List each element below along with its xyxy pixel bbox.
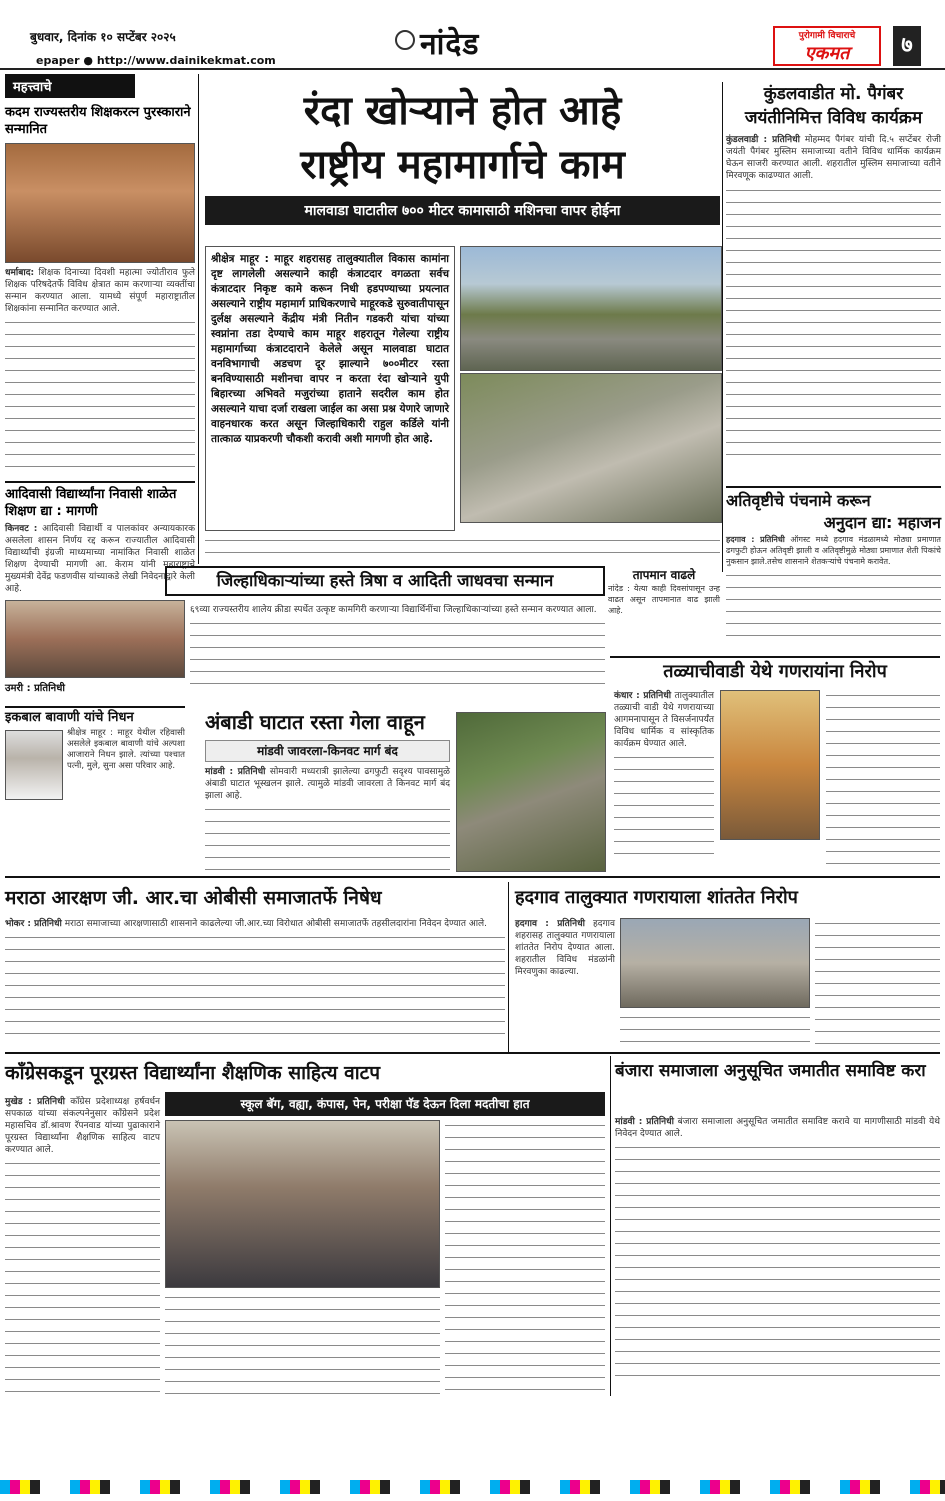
ativrushti-dateline: हदगाव : प्रतिनिधी bbox=[726, 535, 785, 544]
talyachiwadi-dateline: कंधार : प्रतिनिधी bbox=[614, 691, 672, 701]
congress-dateline: मुखेड : प्रतिनिधी bbox=[5, 1097, 65, 1107]
ambadi-body bbox=[205, 766, 450, 876]
text-lines bbox=[615, 1142, 940, 1382]
right-top-dateline: कुंडलवाडी : प्रतिनिधी bbox=[726, 135, 800, 145]
talyachiwadi-lines bbox=[826, 690, 940, 870]
epaper-label: epaper bbox=[36, 54, 80, 67]
hadgaon-lines-2 bbox=[620, 1012, 810, 1048]
congress-headline-box bbox=[5, 1056, 605, 1090]
hadgaon-headline: हदगाव तालुक्यात गणरायाला शांततेत निरोप bbox=[515, 887, 798, 908]
right-top-body bbox=[726, 134, 941, 474]
district-headline: जिल्हाधिकाऱ्यांच्या हस्ते त्रिषा व आदिती जाधवचा सन्मान bbox=[216, 571, 554, 590]
lead-headline-line2: राष्ट्रीय महामार्गाचे काम bbox=[300, 142, 625, 188]
talyachiwadi-headline-box bbox=[610, 656, 940, 686]
print-registration-bar bbox=[0, 1480, 945, 1494]
congress-subhead: स्कूल बॅग, वह्या, कंपास, पेन, परीक्षा पॅड देऊन दिला मदतीचा हात bbox=[240, 1097, 530, 1111]
maratha-headline-box bbox=[5, 882, 505, 914]
ativrushti-story bbox=[726, 486, 941, 566]
congress-headline: काँग्रेसकडून पूरग्रस्त विद्यार्थ्यांना शैक्षणिक साहित्य वाटप bbox=[5, 1062, 381, 1084]
ativrushti-title1: अतिवृष्टीचे पंचनामे करून bbox=[726, 491, 871, 510]
banjara-body bbox=[615, 1116, 940, 1396]
text-lines bbox=[5, 1158, 160, 1398]
taapman-title: तापमान वाढले bbox=[632, 568, 696, 582]
globe-icon: ● bbox=[83, 54, 93, 67]
ativrushti-text: ऑगस्ट मध्ये हदगाव मंडळामध्ये मोठ्या प्रमाणात ढगफुटी होऊन अतिवृष्टी झाली व अतिवृष्टीमुळे मोठ्या प्रमाणात शेती पिकांचे नुकसान झाले.तसेच शासनाने शेतकऱ्यांचे पंचनामे करावेत. bbox=[726, 535, 941, 566]
talyachiwadi-photo bbox=[720, 690, 820, 840]
right-top-text: मोहम्मद पैगंबर यांची दि.५ सप्टेंबर रोजी जयंती पैगंबर मुस्लिम समाजाच्या वतीने विविध धार्मिक कार्यक्रम घेऊन साजरी करण्यात आली. शहरातील मुस्लिम समाजाच्या वतीने मिरवणूक काढण्यात आली. bbox=[726, 135, 941, 181]
talyachiwadi-body bbox=[614, 690, 714, 870]
obituary-photo bbox=[5, 730, 63, 800]
congress-body bbox=[5, 1096, 160, 1396]
text-lines bbox=[205, 804, 450, 874]
ambadi-headline-box bbox=[205, 708, 450, 736]
obituary-title: इकबाल बावाणी यांचे निधन bbox=[5, 710, 134, 725]
section-rule bbox=[5, 1052, 940, 1054]
lead-photo-2 bbox=[460, 373, 722, 523]
item2-title: आदिवासी विद्यार्थ्यांना निवासी शाळेत शिक्षण द्या : मागणी bbox=[5, 481, 195, 520]
banjara-headline-box bbox=[615, 1058, 940, 1114]
congress-lines bbox=[445, 1120, 605, 1395]
congress-lines-2 bbox=[165, 1292, 440, 1395]
hadgaon-photo bbox=[620, 918, 810, 1008]
column-rule bbox=[610, 1056, 611, 1396]
ambadi-subhead: मांडवी जावरला-किनवट मार्ग बंद bbox=[257, 744, 398, 758]
taapman-story bbox=[608, 566, 720, 656]
lead-subhead: मालवाडा घाटातील ७०० मीटर कामासाठी मशिनचा वापर होईना bbox=[205, 196, 720, 225]
hadgaon-lines bbox=[815, 918, 940, 1048]
hadgaon-headline-box bbox=[515, 882, 940, 914]
epaper-link[interactable] bbox=[36, 54, 276, 67]
congress-subhead-box bbox=[165, 1092, 605, 1116]
hadgaon-body bbox=[515, 918, 615, 1048]
text-lines bbox=[205, 535, 720, 560]
ambadi-dateline: मांडवी : प्रतिनिधी bbox=[205, 767, 266, 777]
taapman-body: नांदेड : येत्या काही दिवसांपासून उन्ह वाढत असून तापमानात वाढ झाली आहे. bbox=[608, 584, 720, 615]
text-lines bbox=[614, 752, 714, 862]
banjara-dateline: मांडवी : प्रतिनिधी bbox=[615, 1117, 675, 1127]
ambadi-text: सोमवारी मध्यरात्री झालेल्या ढगफुटी सदृश्य पावसामुळे अंबाडी घाटात भूस्खलन झाले. त्यामुळे मांडवी जावरला ते किनवट मार्ग बंद झाला आहे. bbox=[205, 767, 450, 801]
section-title: नांदेड bbox=[420, 27, 480, 62]
district-caption: उमरी : प्रतिनिधी bbox=[5, 683, 65, 694]
site-url: http://www.dainikekmat.com bbox=[96, 54, 276, 67]
ativrushti-title2: अनुदान द्या: महाजन bbox=[823, 513, 941, 532]
text-lines bbox=[726, 185, 941, 455]
item1-dateline: धर्माबाद: bbox=[5, 268, 35, 278]
ambadi-photo bbox=[456, 712, 606, 872]
lead-body-columns bbox=[205, 535, 720, 560]
award-photo bbox=[5, 143, 195, 263]
ambadi-headline: अंबाडी घाटात रस्ता गेला वाहून bbox=[205, 710, 425, 734]
hadgaon-dateline: हदगाव : प्रतिनिधी bbox=[515, 919, 585, 929]
lead-headline-line1: रंदा खोऱ्याने होत आहे bbox=[303, 88, 622, 134]
item1-body bbox=[5, 267, 195, 477]
district-headline-box bbox=[165, 566, 605, 596]
item2-text: आदिवासी विद्यार्थी व पालकांवर अन्यायकारक असलेला शासन निर्णय रद्द करून राज्यातील आदिवासी विद्यार्थ्यांची इंग्रजी माध्यमाच्या नामांकित निवासी शाळेत शिक्षण देण्याची मागणी आ. केराम यांनी महाराष्ट्राचे मुख्यमंत्री देवेंद्र फडणवीस यांच्याकडे लेखी निवेदनाद्वारे केली आहे. bbox=[5, 524, 195, 594]
brand-name: एकमत bbox=[804, 43, 850, 64]
item1-text: शिक्षक दिनाच्या दिवशी महात्मा ज्योतीराव फुले शिक्षक परिषदेतर्फे विविध क्षेत्रात काम करणाऱ्या व्यक्तींचा सन्मान करण्यात आला. यामध्ये संपूर्ण महाराष्ट्रातील शिक्षकांना सन्मानित करण्यात आले. bbox=[5, 268, 195, 314]
masthead bbox=[0, 0, 945, 70]
text-lines bbox=[5, 932, 505, 1037]
section-rule bbox=[5, 876, 940, 878]
brand-tagline: पुरोगामी विचाराचे bbox=[798, 31, 856, 41]
lead-story bbox=[205, 84, 720, 225]
obituary bbox=[5, 706, 185, 856]
ambadi-subhead-box bbox=[205, 740, 450, 762]
banjara-headline: बंजारा समाजाला अनुसूचित जमातीत समाविष्ट करा bbox=[615, 1061, 926, 1081]
hadgaon-text: हदगाव शहरासह तालुक्यात गणरायाला शांततेत निरोप देण्यात आला. शहरातील विविध मंडळांनी मिरवणुका काढल्या. bbox=[515, 919, 615, 977]
text-lines bbox=[190, 618, 605, 693]
maratha-text: मराठा समाजाच्या आरक्षणासाठी शासनाने काढलेल्या जी.आर.च्या विरोधात ओबीसी समाजातर्फे तहसीलदारांना निवेदन देण्यात आले. bbox=[64, 919, 487, 929]
emblem-icon bbox=[395, 30, 415, 50]
item1-title: कदम राज्यस्तरीय शिक्षकरत्न पुरस्काराने सन्मानित bbox=[5, 105, 191, 137]
issue-date: बुधवार, दिनांक १० सप्टेंबर २०२५ bbox=[30, 30, 176, 44]
congress-photo bbox=[165, 1120, 440, 1288]
district-text: ६९व्या राज्यस्तरीय शालेय क्रीडा स्पर्धेत उत्कृष्ट कामगिरी करणाऱ्या विद्यार्थिनींचा जिल्हाधिकाऱ्यांच्या हस्ते सन्मान करण्यात आला. bbox=[190, 605, 597, 615]
obituary-body: श्रीक्षेत्र माहूर : माहूर येथील रहिवासी असलेले इकबाल बावाणी यांचे अल्पशा आजाराने निधन झाले. त्यांच्या पश्चात पत्नी, मुले, सुना असा परिवार आहे. bbox=[67, 728, 185, 771]
right-top-story bbox=[726, 82, 941, 482]
ativrushti-lines bbox=[726, 570, 941, 640]
page-number: ७ bbox=[893, 26, 921, 66]
maratha-body bbox=[5, 918, 505, 1048]
item2-dateline: किनवट : bbox=[5, 524, 38, 534]
lead-photo-1 bbox=[460, 246, 722, 371]
column-rule bbox=[722, 82, 723, 572]
right-top-title2: जयंतीनिमित्त विविध कार्यक्रम bbox=[744, 108, 923, 128]
ativrushti-body bbox=[726, 534, 941, 566]
district-body bbox=[190, 604, 605, 699]
text-lines bbox=[5, 317, 195, 467]
district-photo bbox=[5, 600, 185, 678]
kicker-label: महत्त्वाचे bbox=[5, 74, 135, 98]
lead-intro: श्रीक्षेत्र माहूर : माहूर शहरासह तालुक्यातील विकास कामांना दृष्ट लागलेली असल्याने काही कंत्राटदार वगळता सर्वच कंत्राटदार निकृष्ट कामे करून निधी हडपण्याच्या प्रयत्नात असल्याने राष्ट्रीय महामार्ग प्राधिकरणाचे माहूरकडे सुरुवातीपासून दुर्लक्ष असल्याने केंद्रीय मंत्री नितीन गडकरी यांचा यांच्या स्वप्नांना तडा देण्याचे काम माहूर शहरातून गेलेल्या राष्ट्रीय महामार्गाच्या कंत्राटदाराने केलेले असून मालवाडा घाटात वनविभागाची अडचण दूर झाल्याने ७००मीटर रस्ता बनविण्यासाठी मशीनचा वापर न करता रंदा खोऱ्याने युपी बिहारच्या अभिवते मजुरांच्या हाताने सदरील काम होत असल्याने याचा दर्जा राखला जाईल का असा प्रश्न येणारे जाणारे वाहनधारक करत असून जिल्हाधिकारी राहुल कर्डिले यांनी तात्काळ याप्रकरणी चौकशी करावी अशी मागणी होत आहे. bbox=[205, 246, 455, 531]
banjara-text: बंजारा समाजाला अनुसूचित जमातीत समाविष्ट करावे या मागणीसाठी मांडवी येथे निवेदन देण्यात आले. bbox=[615, 1117, 940, 1139]
congress-text: काँग्रेस प्रदेशाध्यक्ष हर्षवर्धन सपकाळ यांच्या संकल्पनेनुसार काँग्रेसने प्रदेश महासचिव डॉ.श्रावण रॅपनवाड यांच्या पुढाकाराने पूरग्रस्त विद्यार्थ्यांना शैक्षणिक साहित्य वाटप करण्यात आले. bbox=[5, 1097, 160, 1155]
right-top-title1: कुंडलवाडीत मो. पैगंबर bbox=[763, 84, 904, 104]
talyachiwadi-text: तालुक्यातील तळ्याची वाडी येथे गणरायाच्या आगमनापासून ते विसर्जनापर्यंत विविध धार्मिक व सांस्कृतिक कार्यक्रम घेण्यात आले. bbox=[614, 691, 714, 749]
column-rule bbox=[198, 74, 199, 564]
maratha-dateline: भोकर : प्रतिनिधी bbox=[5, 919, 62, 929]
maratha-headline: मराठा आरक्षण जी. आर.चा ओबीसी समाजातर्फे निषेध bbox=[5, 887, 382, 909]
column-rule bbox=[508, 882, 509, 1052]
brand-logo bbox=[773, 26, 881, 66]
talyachiwadi-headline: तळ्याचीवाडी येथे गणरायांना निरोप bbox=[663, 661, 887, 682]
